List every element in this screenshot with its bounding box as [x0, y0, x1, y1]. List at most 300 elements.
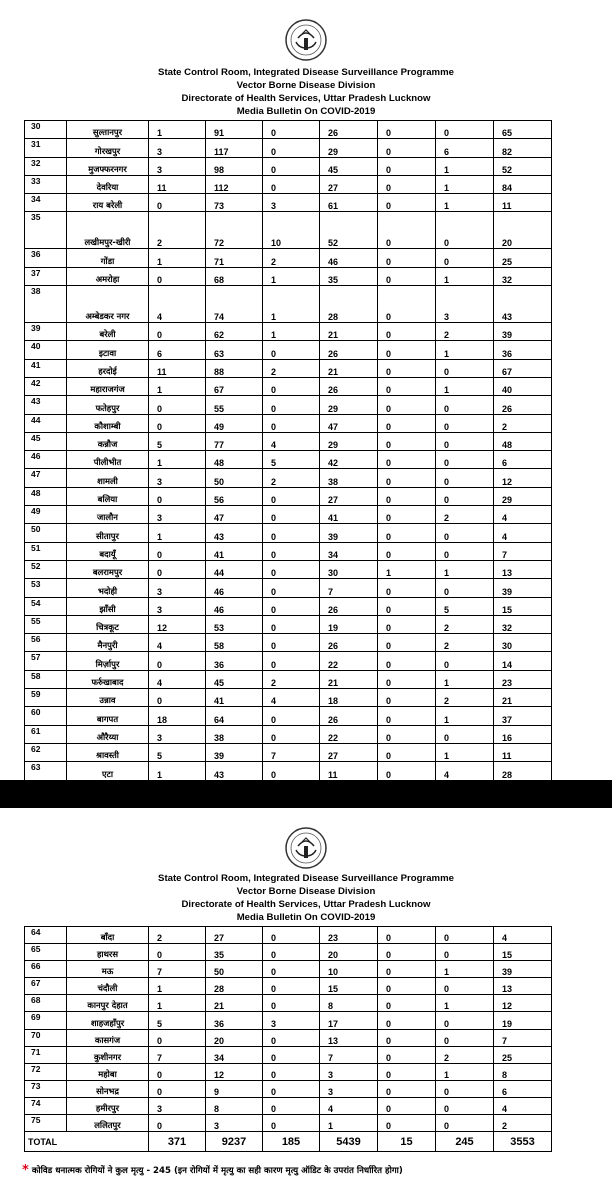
value-cell: 1 [149, 762, 206, 780]
value-cell: 13 [494, 978, 552, 995]
value-cell: 3 [149, 139, 206, 157]
table-row [25, 377, 552, 395]
value-cell: 34 [206, 1046, 263, 1063]
district-name-cell: कौशाम्बी [67, 414, 149, 432]
value-cell: 68 [206, 267, 263, 285]
value-cell: 0 [378, 377, 436, 395]
value-cell: 38 [320, 469, 378, 487]
value-cell: 2 [436, 506, 494, 524]
district-name-cell: बदायूँ [67, 542, 149, 560]
district-name-cell: सीतापुर [67, 524, 149, 542]
footnote-asterisk: * [22, 1163, 29, 1178]
serial-number-cell: 54 [25, 597, 67, 615]
value-cell: 0 [378, 689, 436, 707]
table-row [25, 542, 552, 560]
value-cell: 4 [494, 927, 552, 944]
value-cell: 0 [149, 1029, 206, 1046]
serial-number-cell: 43 [25, 396, 67, 414]
value-cell: 0 [378, 652, 436, 670]
value-cell: 0 [378, 1080, 436, 1097]
serial-number-cell: 42 [25, 377, 67, 395]
value-cell: 0 [263, 157, 320, 175]
value-cell: 46 [206, 597, 263, 615]
table-row [25, 432, 552, 450]
value-cell: 0 [263, 597, 320, 615]
serial-number-cell: 57 [25, 652, 67, 670]
value-cell: 2 [263, 359, 320, 377]
total-value-cell: 9237 [206, 1132, 263, 1152]
table-row [25, 652, 552, 670]
district-name-cell: शामली [67, 469, 149, 487]
value-cell: 52 [494, 157, 552, 175]
table-row [25, 175, 552, 193]
district-name-cell: फर्रुखाबाद [67, 670, 149, 688]
district-name-cell: बाँदा [67, 927, 149, 944]
value-cell: 74 [206, 286, 263, 323]
district-name-cell: चित्रकूट [67, 615, 149, 633]
district-name-cell: अम्बेडकर नगर [67, 286, 149, 323]
footnote-text: कोविड धनात्मक रोगियों ने कुल मृत्यु - 245 (इन रोगियों में मृत्यु का सही कारण मृत्यु ऑडिट के उपरांत निर्धारित होगा) [31, 1166, 403, 1176]
table-row [25, 597, 552, 615]
value-cell: 39 [494, 323, 552, 341]
value-cell: 0 [149, 652, 206, 670]
value-cell: 0 [436, 414, 494, 432]
district-name-cell: मऊ [67, 961, 149, 978]
value-cell: 0 [263, 579, 320, 597]
value-cell: 0 [378, 359, 436, 377]
value-cell: 29 [320, 432, 378, 450]
serial-number-cell: 68 [25, 995, 67, 1012]
value-cell: 7 [263, 743, 320, 761]
value-cell: 26 [320, 597, 378, 615]
value-cell: 53 [206, 615, 263, 633]
value-cell: 11 [320, 762, 378, 780]
value-cell: 28 [494, 762, 552, 780]
serial-number-cell: 37 [25, 267, 67, 285]
value-cell: 0 [263, 725, 320, 743]
value-cell: 12 [494, 469, 552, 487]
value-cell: 1 [149, 524, 206, 542]
serial-number-cell: 72 [25, 1063, 67, 1080]
table-row [25, 249, 552, 267]
district-name-cell: देवरिया [67, 175, 149, 193]
value-cell: 36 [206, 1012, 263, 1029]
district-name-cell: फतेहपुर [67, 396, 149, 414]
value-cell: 0 [149, 542, 206, 560]
district-name-cell: महाराजगंज [67, 377, 149, 395]
serial-number-cell: 35 [25, 212, 67, 249]
value-cell: 88 [206, 359, 263, 377]
value-cell: 18 [320, 689, 378, 707]
value-cell: 30 [494, 634, 552, 652]
value-cell: 45 [206, 670, 263, 688]
value-cell: 1 [320, 1115, 378, 1132]
district-name-cell: महोबा [67, 1063, 149, 1080]
value-cell: 2 [436, 615, 494, 633]
value-cell: 0 [263, 121, 320, 139]
table-row [25, 121, 552, 139]
value-cell: 0 [263, 542, 320, 560]
district-name-cell: मैनपुरी [67, 634, 149, 652]
serial-number-cell: 40 [25, 341, 67, 359]
table-row [25, 267, 552, 285]
value-cell: 5 [436, 597, 494, 615]
value-cell: 0 [378, 432, 436, 450]
value-cell: 39 [320, 524, 378, 542]
value-cell: 30 [320, 560, 378, 578]
bulletin-page-2 [0, 808, 612, 1200]
value-cell: 12 [206, 1063, 263, 1080]
value-cell: 23 [494, 670, 552, 688]
value-cell: 0 [149, 1080, 206, 1097]
value-cell: 50 [206, 961, 263, 978]
value-cell: 21 [320, 359, 378, 377]
table-row [25, 689, 552, 707]
value-cell: 26 [320, 121, 378, 139]
value-cell: 11 [494, 743, 552, 761]
value-cell: 0 [378, 249, 436, 267]
table-row [25, 978, 552, 995]
table-row [25, 157, 552, 175]
district-name-cell: औरैय्या [67, 725, 149, 743]
district-name-cell: जालौन [67, 506, 149, 524]
value-cell: 0 [149, 487, 206, 505]
table-row [25, 139, 552, 157]
table-row [25, 396, 552, 414]
table-row [25, 414, 552, 432]
table-row [25, 469, 552, 487]
district-name-cell: इटावा [67, 341, 149, 359]
value-cell: 29 [320, 139, 378, 157]
value-cell: 29 [320, 396, 378, 414]
serial-number-cell: 64 [25, 927, 67, 944]
serial-number-cell: 39 [25, 323, 67, 341]
district-name-cell: मुजफ्फरनगर [67, 157, 149, 175]
page-divider [0, 780, 612, 808]
value-cell: 6 [436, 139, 494, 157]
value-cell: 3 [320, 1063, 378, 1080]
serial-number-cell: 44 [25, 414, 67, 432]
value-cell: 2 [149, 927, 206, 944]
value-cell: 1 [436, 560, 494, 578]
value-cell: 0 [378, 995, 436, 1012]
value-cell: 0 [378, 743, 436, 761]
value-cell: 1 [436, 377, 494, 395]
value-cell: 0 [263, 995, 320, 1012]
table-row [25, 995, 552, 1012]
value-cell: 0 [436, 121, 494, 139]
value-cell: 5 [149, 743, 206, 761]
value-cell: 0 [378, 579, 436, 597]
value-cell: 45 [320, 157, 378, 175]
value-cell: 11 [494, 194, 552, 212]
value-cell: 0 [378, 341, 436, 359]
serial-number-cell: 69 [25, 1012, 67, 1029]
table-row [25, 1063, 552, 1080]
value-cell: 44 [206, 560, 263, 578]
value-cell: 3 [149, 157, 206, 175]
district-name-cell: सुल्तानपुर [67, 121, 149, 139]
value-cell: 46 [320, 249, 378, 267]
value-cell: 7 [149, 1046, 206, 1063]
total-value-cell: 5439 [320, 1132, 378, 1152]
header-line-2: Vector Borne Disease Division [236, 886, 376, 897]
value-cell: 0 [378, 1097, 436, 1114]
serial-number-cell: 55 [25, 615, 67, 633]
value-cell: 47 [320, 414, 378, 432]
value-cell: 73 [206, 194, 263, 212]
header-line-3: Directorate of Health Services, Uttar Pradesh Lucknow [181, 899, 431, 910]
district-table-page-2 [24, 926, 552, 1152]
value-cell: 43 [206, 524, 263, 542]
table-row [25, 1012, 552, 1029]
total-value-cell: 371 [149, 1132, 206, 1152]
value-cell: 0 [263, 944, 320, 961]
value-cell: 1 [263, 267, 320, 285]
value-cell: 4 [494, 524, 552, 542]
table-row [25, 451, 552, 469]
district-name-cell: बलिया [67, 487, 149, 505]
value-cell: 0 [263, 560, 320, 578]
value-cell: 0 [436, 978, 494, 995]
value-cell: 10 [320, 961, 378, 978]
value-cell: 0 [436, 1012, 494, 1029]
value-cell: 0 [436, 1097, 494, 1114]
value-cell: 1 [436, 743, 494, 761]
value-cell: 1 [149, 121, 206, 139]
value-cell: 1 [436, 194, 494, 212]
bulletin-header [0, 872, 612, 924]
value-cell: 25 [494, 1046, 552, 1063]
value-cell: 0 [378, 542, 436, 560]
table-row [25, 212, 552, 249]
value-cell: 0 [263, 707, 320, 725]
value-cell: 0 [149, 194, 206, 212]
value-cell: 0 [436, 542, 494, 560]
table-row [25, 1046, 552, 1063]
value-cell: 0 [436, 487, 494, 505]
value-cell: 0 [378, 1029, 436, 1046]
district-name-cell: लखीमपुर-खीरी [67, 212, 149, 249]
value-cell: 0 [378, 961, 436, 978]
serial-number-cell: 60 [25, 707, 67, 725]
value-cell: 77 [206, 432, 263, 450]
serial-number-cell: 47 [25, 469, 67, 487]
value-cell: 13 [494, 560, 552, 578]
value-cell: 0 [378, 396, 436, 414]
value-cell: 3 [149, 1097, 206, 1114]
value-cell: 15 [320, 978, 378, 995]
value-cell: 3 [149, 579, 206, 597]
value-cell: 34 [320, 542, 378, 560]
value-cell: 0 [378, 615, 436, 633]
table-row [25, 487, 552, 505]
total-value-cell: 15 [378, 1132, 436, 1152]
serial-number-cell: 56 [25, 634, 67, 652]
total-label: TOTAL [25, 1132, 149, 1152]
value-cell: 0 [263, 652, 320, 670]
serial-number-cell: 34 [25, 194, 67, 212]
up-government-emblem-icon [284, 826, 328, 870]
value-cell: 0 [263, 1097, 320, 1114]
serial-number-cell: 46 [25, 451, 67, 469]
table-row [25, 506, 552, 524]
value-cell: 0 [263, 487, 320, 505]
table-row [25, 743, 552, 761]
value-cell: 27 [320, 175, 378, 193]
up-government-emblem-icon [284, 18, 328, 62]
table-row [25, 1029, 552, 1046]
value-cell: 0 [378, 323, 436, 341]
value-cell: 0 [263, 961, 320, 978]
value-cell: 48 [206, 451, 263, 469]
value-cell: 2 [263, 469, 320, 487]
district-name-cell: कुशीनगर [67, 1046, 149, 1063]
header-line-2: Vector Borne Disease Division [236, 80, 376, 91]
value-cell: 38 [206, 725, 263, 743]
value-cell: 2 [436, 689, 494, 707]
value-cell: 32 [494, 267, 552, 285]
value-cell: 3 [320, 1080, 378, 1097]
value-cell: 64 [206, 707, 263, 725]
value-cell: 0 [436, 944, 494, 961]
serial-number-cell: 49 [25, 506, 67, 524]
value-cell: 5 [149, 1012, 206, 1029]
value-cell: 0 [263, 927, 320, 944]
value-cell: 1 [263, 323, 320, 341]
value-cell: 0 [378, 1046, 436, 1063]
table-row [25, 341, 552, 359]
value-cell: 15 [494, 944, 552, 961]
value-cell: 5 [149, 432, 206, 450]
serial-number-cell: 67 [25, 978, 67, 995]
value-cell: 0 [436, 212, 494, 249]
value-cell: 0 [149, 560, 206, 578]
value-cell: 0 [378, 157, 436, 175]
value-cell: 0 [378, 286, 436, 323]
value-cell: 4 [436, 762, 494, 780]
value-cell: 1 [149, 249, 206, 267]
table-row [25, 1080, 552, 1097]
value-cell: 27 [320, 487, 378, 505]
value-cell: 0 [263, 1080, 320, 1097]
value-cell: 0 [263, 634, 320, 652]
value-cell: 23 [320, 927, 378, 944]
total-value-cell: 185 [263, 1132, 320, 1152]
value-cell: 28 [320, 286, 378, 323]
value-cell: 0 [436, 1080, 494, 1097]
value-cell: 3 [263, 194, 320, 212]
value-cell: 20 [206, 1029, 263, 1046]
value-cell: 0 [263, 1046, 320, 1063]
district-name-cell: ललितपुर [67, 1115, 149, 1132]
value-cell: 1 [149, 451, 206, 469]
value-cell: 1 [436, 707, 494, 725]
value-cell: 117 [206, 139, 263, 157]
value-cell: 0 [263, 524, 320, 542]
value-cell: 26 [320, 341, 378, 359]
district-name-cell: हमीरपुर [67, 1097, 149, 1114]
district-name-cell: पीलीभीत [67, 451, 149, 469]
value-cell: 1 [378, 560, 436, 578]
value-cell: 2 [149, 212, 206, 249]
table-row [25, 286, 552, 323]
value-cell: 1 [263, 286, 320, 323]
serial-number-cell: 70 [25, 1029, 67, 1046]
value-cell: 0 [378, 597, 436, 615]
value-cell: 0 [149, 689, 206, 707]
value-cell: 11 [149, 359, 206, 377]
value-cell: 0 [378, 762, 436, 780]
value-cell: 36 [206, 652, 263, 670]
value-cell: 4 [494, 1097, 552, 1114]
table-row [25, 579, 552, 597]
serial-number-cell: 36 [25, 249, 67, 267]
value-cell: 29 [494, 487, 552, 505]
value-cell: 58 [206, 634, 263, 652]
serial-number-cell: 32 [25, 157, 67, 175]
serial-number-cell: 51 [25, 542, 67, 560]
value-cell: 0 [378, 1012, 436, 1029]
value-cell: 0 [378, 506, 436, 524]
district-name-cell: एटा [67, 762, 149, 780]
district-name-cell: चंदौली [67, 978, 149, 995]
value-cell: 0 [436, 1115, 494, 1132]
value-cell: 4 [149, 286, 206, 323]
value-cell: 6 [149, 341, 206, 359]
value-cell: 56 [206, 487, 263, 505]
district-name-cell: श्रावस्ती [67, 743, 149, 761]
value-cell: 0 [378, 469, 436, 487]
value-cell: 0 [263, 978, 320, 995]
value-cell: 2 [436, 634, 494, 652]
value-cell: 35 [206, 944, 263, 961]
header-line-3: Directorate of Health Services, Uttar Pradesh Lucknow [181, 93, 431, 104]
serial-number-cell: 73 [25, 1080, 67, 1097]
value-cell: 50 [206, 469, 263, 487]
value-cell: 13 [320, 1029, 378, 1046]
value-cell: 8 [206, 1097, 263, 1114]
table-row [25, 634, 552, 652]
value-cell: 39 [494, 961, 552, 978]
value-cell: 1 [436, 961, 494, 978]
value-cell: 0 [149, 396, 206, 414]
table-row [25, 707, 552, 725]
value-cell: 0 [378, 978, 436, 995]
table-row [25, 359, 552, 377]
district-name-cell: हरदोई [67, 359, 149, 377]
value-cell: 55 [206, 396, 263, 414]
header-line-4: Media Bulletin On COVID-2019 [236, 912, 376, 923]
value-cell: 1 [149, 995, 206, 1012]
district-name-cell: बरेली [67, 323, 149, 341]
value-cell: 8 [320, 995, 378, 1012]
value-cell: 0 [436, 469, 494, 487]
value-cell: 25 [494, 249, 552, 267]
serial-number-cell: 41 [25, 359, 67, 377]
value-cell: 22 [320, 652, 378, 670]
header-line-1: State Control Room, Integrated Disease Surveillance Programme [158, 67, 454, 78]
value-cell: 21 [206, 995, 263, 1012]
value-cell: 82 [494, 139, 552, 157]
value-cell: 0 [378, 1063, 436, 1080]
value-cell: 0 [378, 121, 436, 139]
value-cell: 0 [378, 267, 436, 285]
value-cell: 4 [263, 432, 320, 450]
value-cell: 19 [320, 615, 378, 633]
serial-number-cell: 58 [25, 670, 67, 688]
district-name-cell: गोरखपुर [67, 139, 149, 157]
